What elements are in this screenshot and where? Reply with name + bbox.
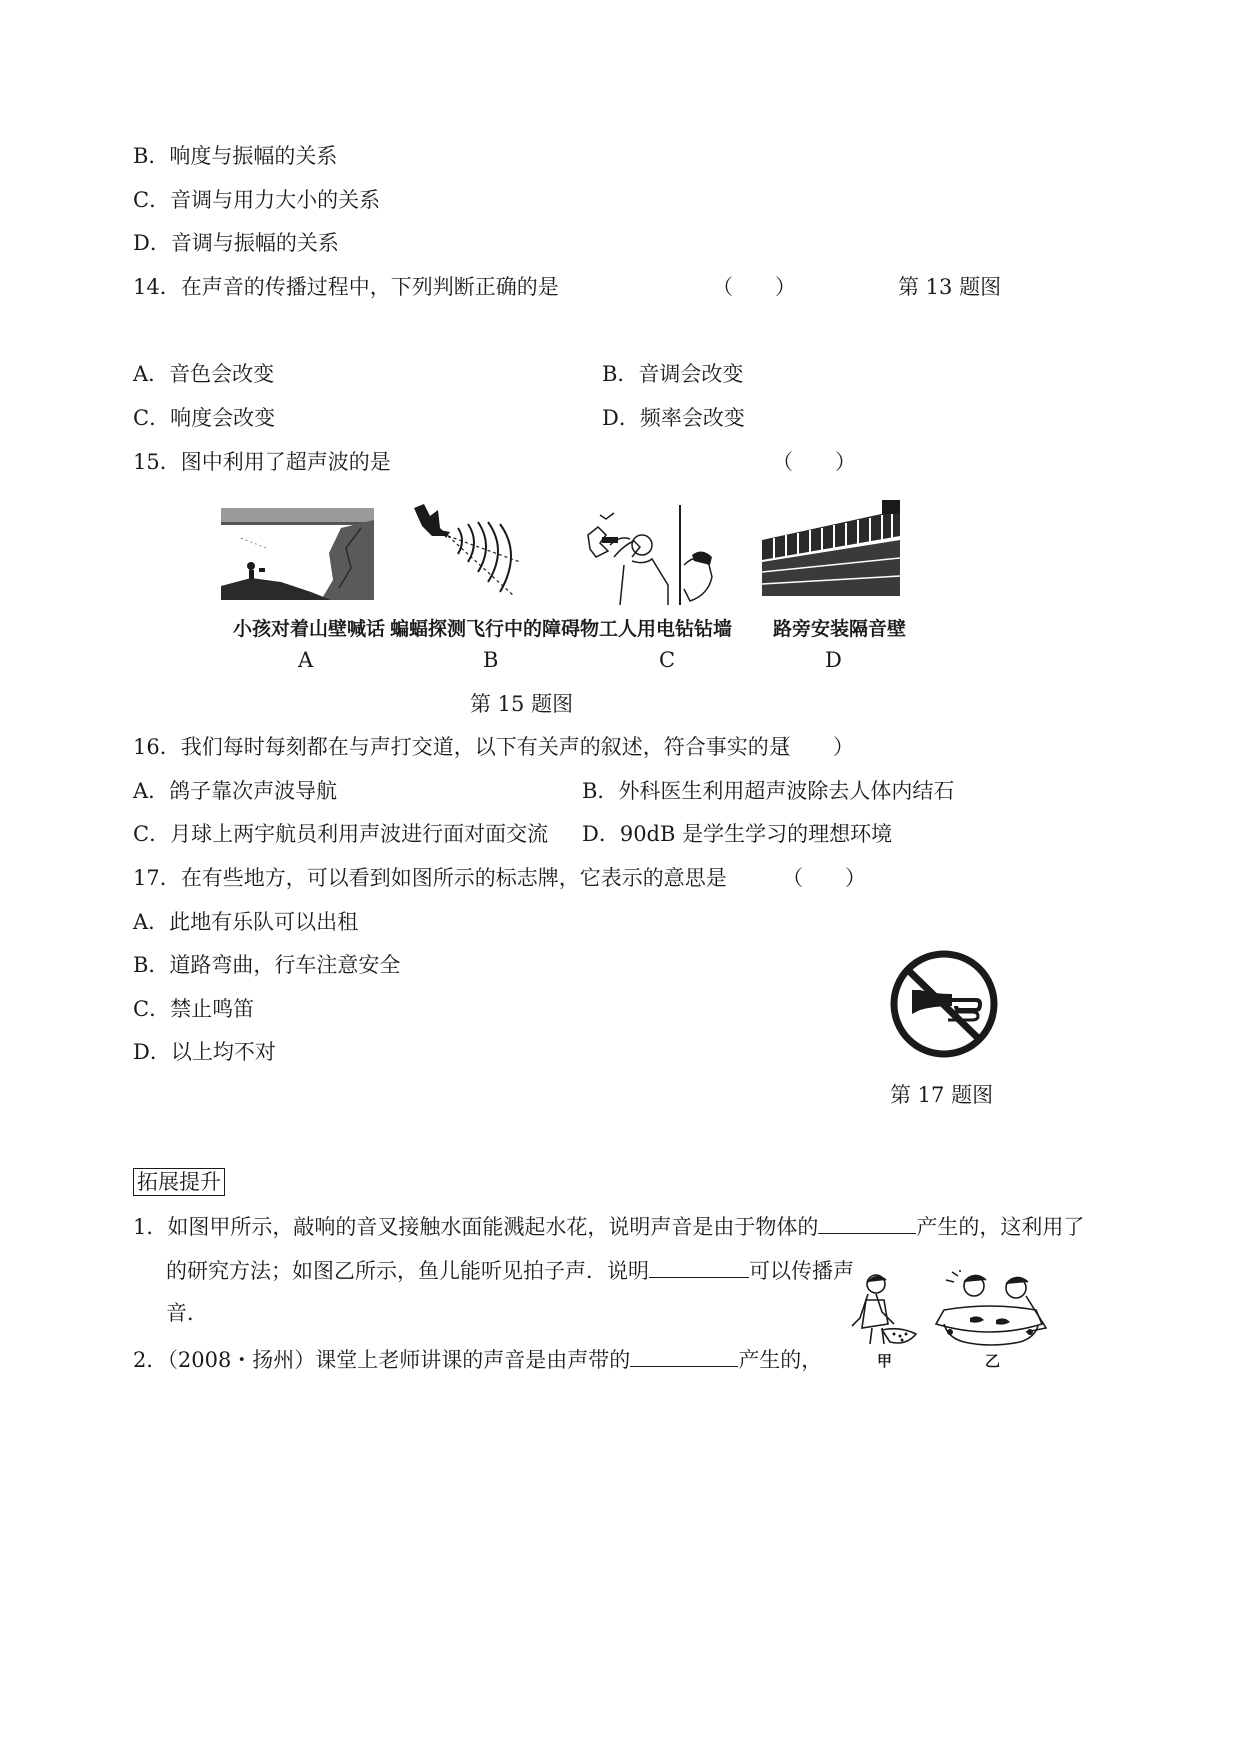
q16-option-a: A．鸽子靠次声波导航 xyxy=(133,779,338,803)
ext1-line2-text-b: 可以传播声 xyxy=(749,1259,854,1283)
q13-figure-caption: 第 13 题图 xyxy=(898,275,1002,299)
q14-stem: 14．在声音的传播过程中，下列判断正确的是 xyxy=(133,275,559,299)
ext1-line3: 音． xyxy=(166,1301,208,1325)
q15-panel-d-caption: 路旁安装隔音壁 xyxy=(773,618,907,640)
q17-option-a: A．此地有乐队可以出租 xyxy=(133,910,359,934)
q15-panel-d-letter: D xyxy=(825,648,842,672)
q15-panel-a-caption: 小孩对着山壁喊话 xyxy=(233,618,386,640)
q14-option-d: D．频率会改变 xyxy=(602,406,745,430)
ext1-figure-yi-label: 乙 xyxy=(985,1352,1001,1370)
ext1-line1 xyxy=(133,1211,1084,1241)
section-title-box xyxy=(133,1168,225,1196)
q15-answer-paren: （ ） xyxy=(772,450,856,474)
ext1-figure-jia-label: 甲 xyxy=(877,1352,893,1370)
q16-option-c: C．月球上两宇航员利用声波进行面对面交流 xyxy=(133,822,549,846)
ext1-blank-1[interactable] xyxy=(818,1211,916,1234)
q17-answer-paren: （ ） xyxy=(782,866,866,890)
ext2-blank[interactable] xyxy=(630,1344,738,1367)
q13-option-b: B．响度与振幅的关系 xyxy=(133,144,338,168)
ext2-text-a: 2．（2008・扬州）课堂上老师讲课的声音是由声带的 xyxy=(133,1348,631,1372)
ext1-figure-jia xyxy=(842,1268,922,1348)
q17-option-d: D．以上均不对 xyxy=(133,1040,276,1064)
q15-panel-c-image xyxy=(584,505,716,605)
q17-option-b: B．道路弯曲，行车注意安全 xyxy=(133,953,401,977)
ext1-line1-text-a: 1．如图甲所示，敲响的音叉接触水面能溅起水花，说明声音是由于物体的 xyxy=(133,1215,819,1239)
ext1-line1-text-b: 产生的，这利用了 xyxy=(916,1215,1085,1239)
q15-panel-c-caption: 工人用电钻钻墙 xyxy=(599,618,733,640)
q15-panel-b-caption: 蝙蝠探测飞行中的障碍物 xyxy=(390,618,600,640)
q14-answer-paren: （ ） xyxy=(712,275,796,299)
ext2-text-b: 产生的， xyxy=(738,1348,823,1372)
q16-option-d: D．90dB 是学生学习的理想环境 xyxy=(582,822,893,846)
ext2-line xyxy=(133,1344,822,1374)
q17-stem: 17．在有些地方，可以看到如图所示的标志牌，它表示的意思是 xyxy=(133,866,727,890)
q16-option-b: B．外科医生利用超声波除去人体内结石 xyxy=(582,779,955,803)
q14-option-a: A．音色会改变 xyxy=(133,362,275,386)
q16-answer-paren: （ ） xyxy=(770,735,854,759)
q14-option-b: B．音调会改变 xyxy=(602,362,744,386)
q17-figure-caption: 第 17 题图 xyxy=(890,1083,994,1107)
q13-option-c: C．音调与用力大小的关系 xyxy=(133,188,381,212)
q16-stem: 16．我们每时每刻都在与声打交道，以下有关声的叙述，符合事实的是 xyxy=(133,735,790,759)
q15-panel-b-image xyxy=(410,502,528,602)
no-horn-sign-icon xyxy=(888,950,1000,1058)
q15-stem: 15．图中利用了超声波的是 xyxy=(133,450,391,474)
q13-option-d: D．音调与振幅的关系 xyxy=(133,231,339,255)
q15-panel-d-image xyxy=(762,500,902,600)
ext1-line2-text-a: 的研究方法；如图乙所示，鱼儿能听见拍子声．说明 xyxy=(166,1259,649,1283)
q17-option-c: C．禁止鸣笛 xyxy=(133,997,255,1021)
q14-option-c: C．响度会改变 xyxy=(133,406,276,430)
q15-panel-b-letter: B xyxy=(483,648,499,672)
ext1-line2 xyxy=(166,1255,854,1285)
ext1-blank-2[interactable] xyxy=(649,1255,749,1278)
q15-panel-c-letter: C xyxy=(659,648,676,672)
q15-figure-caption: 第 15 题图 xyxy=(470,692,574,716)
ext1-figure-yi xyxy=(930,1270,1050,1350)
section-title: 拓展提升 xyxy=(133,1168,225,1196)
q15-panel-a-letter: A xyxy=(298,648,314,672)
q15-panel-a-image xyxy=(221,508,374,600)
